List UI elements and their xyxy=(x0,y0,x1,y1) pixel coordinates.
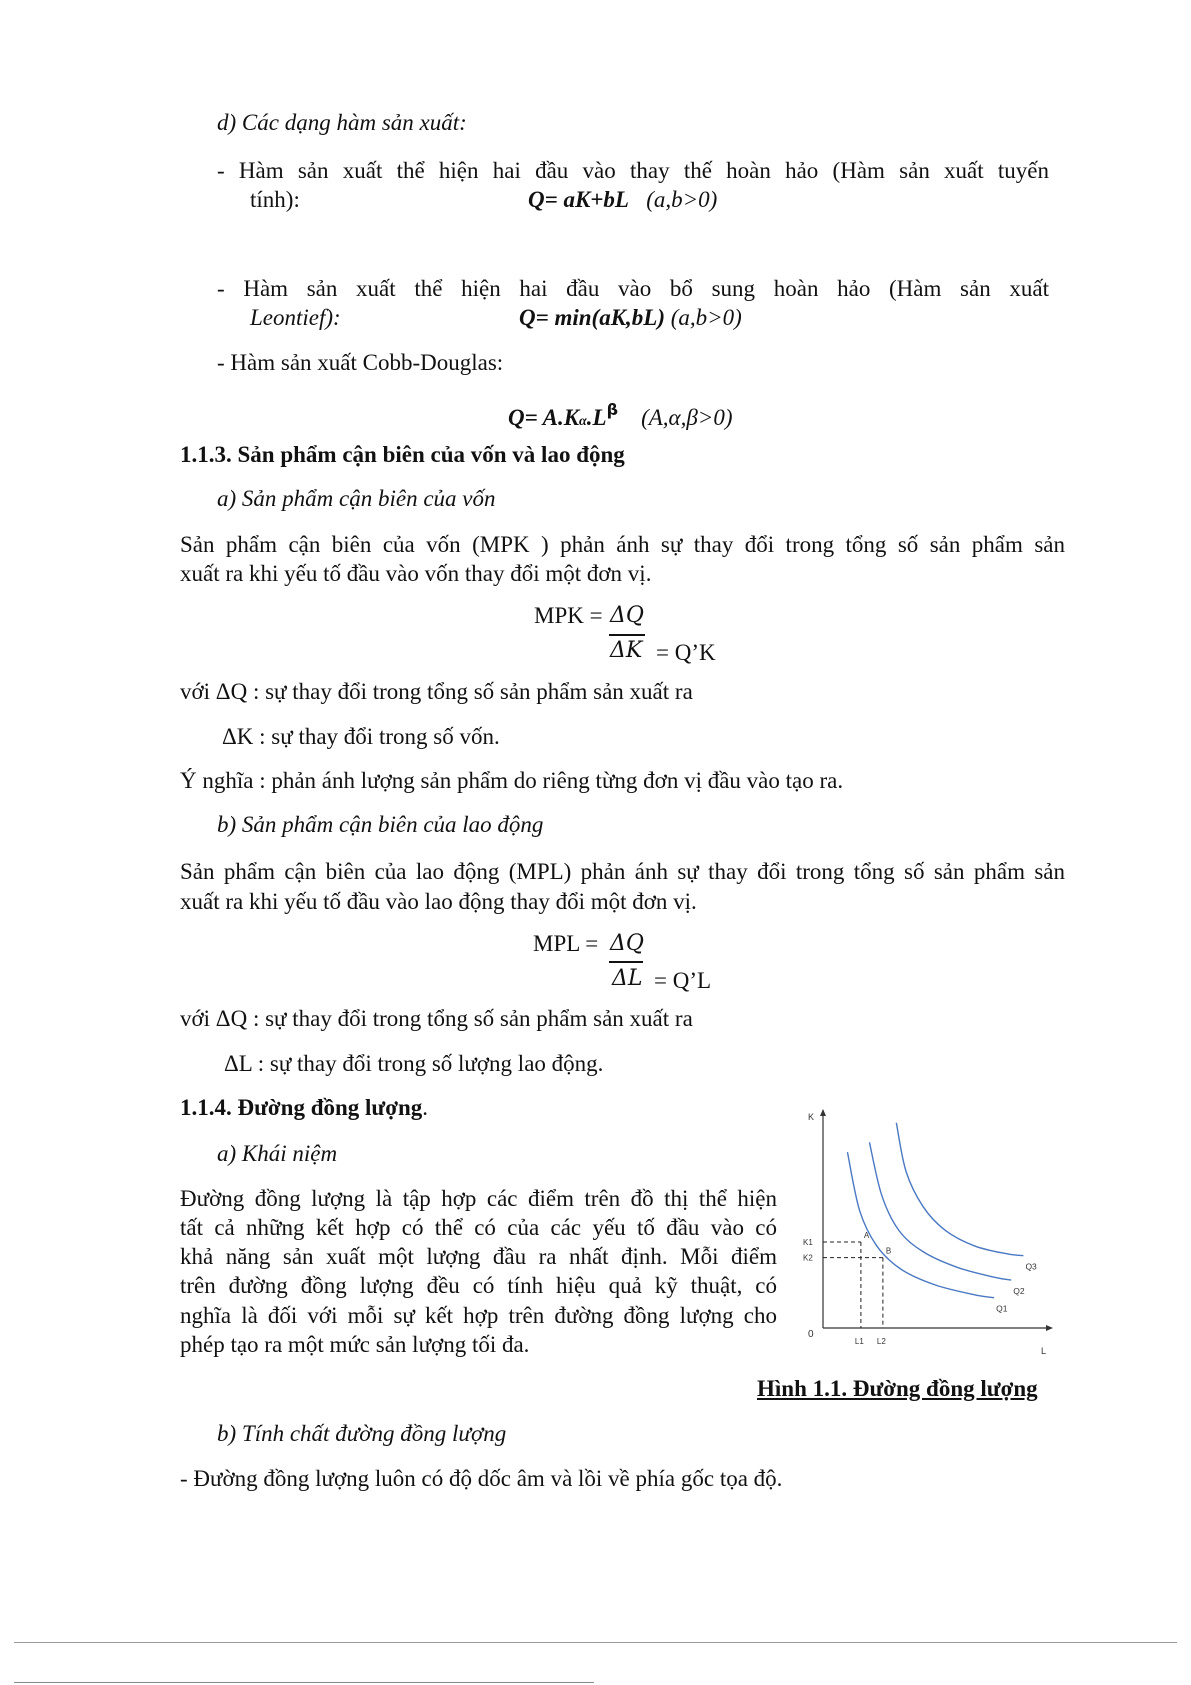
meaning-line: Ý nghĩa : phản ánh lượng sản phẩm do riêng từng đơn vị đầu vào tạo ra. xyxy=(180,768,844,793)
mpk-denominator: ΔK xyxy=(610,638,643,663)
y-axis-label: K xyxy=(808,1112,815,1122)
cobb-formula-main: Q= A.K xyxy=(508,405,580,430)
point-label-a: A xyxy=(863,1231,870,1240)
tick-label-l2: L2 xyxy=(876,1337,886,1346)
section-114-title: 1.1.4. Đường đồng lượng xyxy=(180,1095,423,1120)
mpk-para-line-2: xuất ra khi yếu tố đầu vào vốn thay đổi một đơn vị. xyxy=(180,561,652,586)
mpk-with-dq: với ΔQ : sự thay đổi trong tổng số sản phẩm sản xuất ra xyxy=(180,679,693,704)
section-113-heading: 1.1.3. Sản phẩm cận biên của vốn và lao động xyxy=(180,442,625,467)
curve-label-q3: Q3 xyxy=(1025,1261,1037,1272)
section-113b-heading: b) Sản phẩm cận biên của lao động xyxy=(217,812,544,837)
tick-label-k2: K2 xyxy=(803,1253,813,1263)
point-label-b: B xyxy=(885,1246,892,1256)
figure-caption: Hình 1.1. Đường đồng lượng xyxy=(757,1376,1038,1401)
cobb-cond: (A,α,β>0) xyxy=(641,405,733,430)
section-d-heading: d) Các dạng hàm sản xuất: xyxy=(217,110,467,135)
mpl-lhs: MPL = xyxy=(533,931,599,956)
curve-label-q1: Q1 xyxy=(996,1303,1008,1314)
section-114a-heading: a) Khái niệm xyxy=(217,1141,338,1166)
property-line-1: - Đường đồng lượng luôn có độ dốc âm và lồi về phía gốc tọa độ. xyxy=(180,1466,783,1491)
mpl-with-dq: với ΔQ : sự thay đổi trong tổng số sản phẩm sản xuất ra xyxy=(180,1006,693,1031)
mpk-with-dk: ΔK : sự thay đổi trong số vốn. xyxy=(222,724,500,749)
section-114-heading xyxy=(180,1094,428,1122)
origin-label: 0 xyxy=(808,1329,814,1340)
mpl-para-line-2: xuất ra khi yếu tố đầu vào lao động thay đổi một đơn vị. xyxy=(180,889,697,914)
linear-formula-cond: (a,b>0) xyxy=(646,187,718,212)
mpl-para-line-1: Sản phẩm cận biên của lao động (MPL) phản ánh sự thay đổi trong tổng số sản phẩm sản xyxy=(180,859,1065,884)
isoquant-q2 xyxy=(869,1142,1011,1280)
mpl-rhs: = Q’L xyxy=(654,968,712,993)
isoquant-para-line-4: trên đường đồng lượng đều có tính hiệu quả kỹ thuật, có xyxy=(180,1273,777,1298)
leontief-formula xyxy=(519,304,742,332)
isoquant-para-line-5: nghĩa là đối với mỗi sự kết hợp trên đường đồng lượng cho xyxy=(180,1303,777,1328)
leontief-formula-cond: (a,b>0) xyxy=(670,305,742,330)
footer-rule-short xyxy=(14,1682,594,1683)
cobb-beta: β xyxy=(606,400,619,419)
mpl-with-dl: ΔL : sự thay đổi trong số lượng lao động. xyxy=(224,1051,604,1076)
footer-rule xyxy=(14,1642,1177,1643)
isoquant-chart xyxy=(795,1100,1055,1360)
mpl-numerator: ΔQ xyxy=(610,931,644,956)
cobb-alpha: α xyxy=(579,414,587,429)
section-114b-heading: b) Tính chất đường đồng lượng xyxy=(217,1421,507,1446)
mpl-denominator: ΔL xyxy=(612,966,643,991)
tick-label-k1: K1 xyxy=(803,1238,813,1247)
y-axis-arrow xyxy=(820,1109,826,1116)
mpk-rhs: = Q’K xyxy=(656,640,716,665)
x-axis-arrow xyxy=(1046,1325,1053,1331)
mpk-numerator: ΔQ xyxy=(610,603,644,628)
section-114-dot: . xyxy=(422,1095,428,1120)
section-113a-heading: a) Sản phẩm cận biên của vốn xyxy=(217,486,496,511)
leontief-formula-expr: Q= min(aK,bL) xyxy=(519,305,665,330)
isoquant-q3 xyxy=(896,1123,1023,1256)
leontief-line-1: - Hàm sản xuất thể hiện hai đầu vào bổ sung hoàn hảo (Hàm sản xuất xyxy=(217,276,1049,301)
isoquant-para-line-1: Đường đồng lượng là tập hợp các điểm trên đồ thị thể hiện xyxy=(180,1186,777,1211)
cobb-douglas-line: - Hàm sản xuất Cobb-Douglas: xyxy=(217,350,504,375)
linear-formula-expr: Q= aK+bL xyxy=(528,187,629,212)
mpk-lhs: MPK = xyxy=(534,603,603,628)
isoquant-para-line-3: khả năng sản xuất một lượng đầu ra nhất định. Mỗi điểm xyxy=(180,1244,777,1269)
isoquant-para-line-6: phép tạo ra một mức sản lượng tối đa. xyxy=(180,1332,530,1357)
leontief-line-2: Leontief): xyxy=(250,305,341,330)
linear-line-1: - Hàm sản xuất thể hiện hai đầu vào thay thế hoàn hảo (Hàm sản xuất tuyến xyxy=(217,158,1049,183)
isoquant-para-line-2: tất cả những kết hợp có thể có của các yếu tố đầu vào có xyxy=(180,1215,777,1240)
curve-label-q2: Q2 xyxy=(1013,1286,1025,1297)
x-axis-label: L xyxy=(1041,1346,1047,1356)
linear-formula xyxy=(528,186,717,214)
linear-line-2: tính): xyxy=(250,187,300,212)
isoquant-q1 xyxy=(847,1152,994,1298)
cobb-L: .L xyxy=(586,405,607,430)
cobb-douglas-formula xyxy=(508,396,732,436)
tick-label-l1: L1 xyxy=(854,1337,864,1346)
mpk-fraction-bar xyxy=(609,634,645,636)
mpk-para-line-1: Sản phẩm cận biên của vốn (MPK ) phản ánh sự thay đổi trong tổng số sản phẩm sản xyxy=(180,532,1065,557)
mpl-fraction-bar xyxy=(609,961,643,963)
